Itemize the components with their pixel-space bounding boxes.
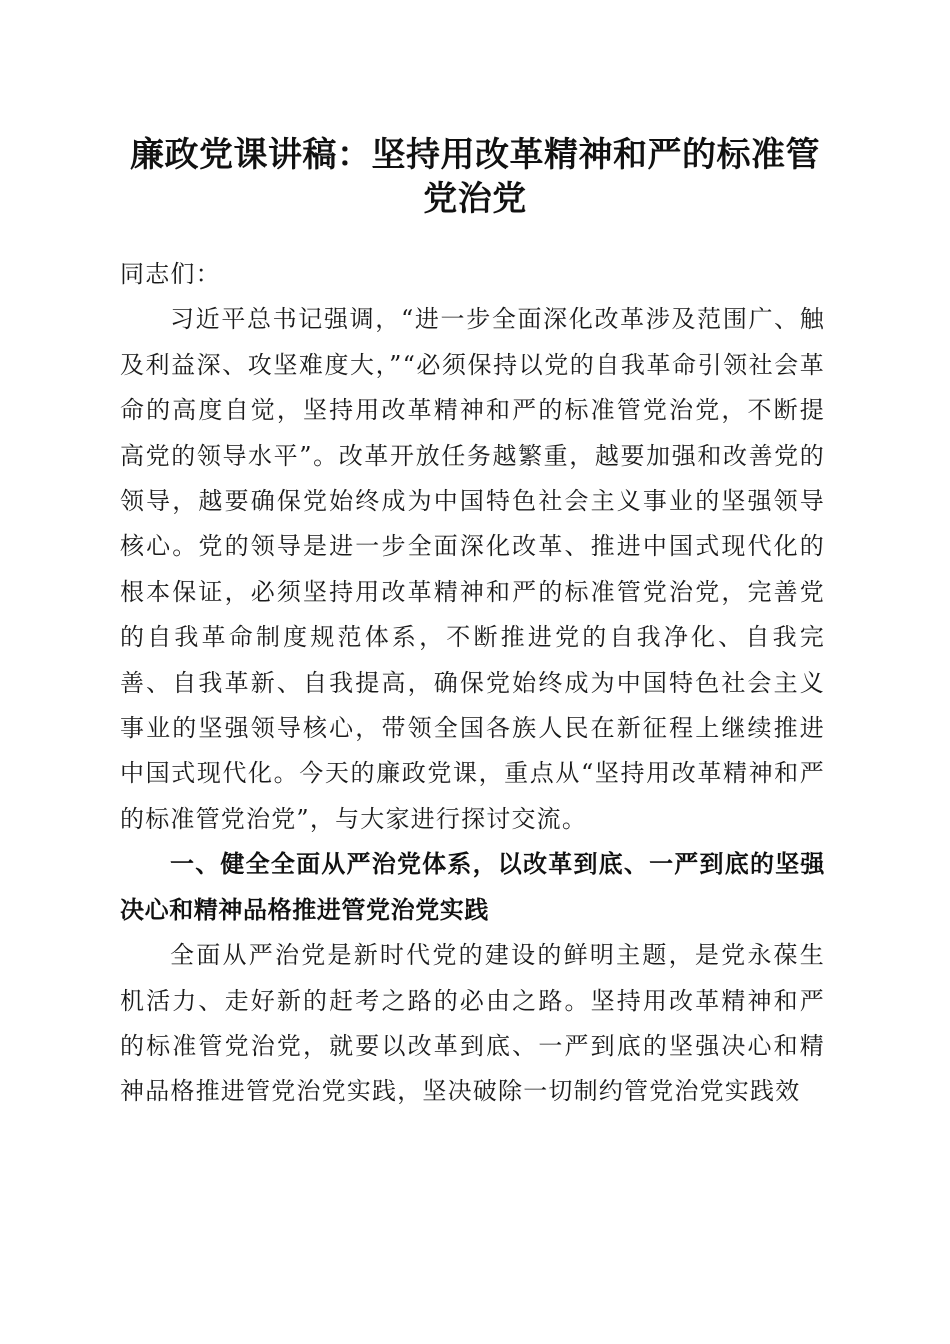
- document-title: [100, 133, 850, 221]
- salutation: 同志们：: [120, 260, 221, 288]
- title-line-1: 廉政党课讲稿：坚持用改革精神和严的标准管: [130, 135, 820, 175]
- title-line-2: 党治党: [423, 179, 527, 219]
- document-body: [120, 252, 825, 1115]
- section-paragraph: 全面从严治党是新时代党的建设的鲜明主题，是党永葆生机活力、走好新的赶考之路的必由之路。坚持用改革精神和严的标准管党治党，就要以改革到底、一严到底的坚强决心和精神品格推进管党治党实践，坚决破除一切制约管党治党实践效: [120, 941, 825, 1106]
- section-heading: 一、健全全面从严治党体系，以改革到底、一严到底的坚强决心和精神品格推进管党治党实践: [120, 850, 825, 924]
- intro-paragraph: 习近平总书记强调，“进一步全面深化改革涉及范围广、触及利益深、攻坚难度大，”“必须保持以党的自我革命引领社会革命的高度自觉，坚持用改革精神和严的标准管党治党，不断提高党的领导水平”。改革开放任务越繁重，越要加强和改善党的领导，越要确保党始终成为中国特色社会主义事业的坚强领导核心。党的领导是进一步全面深化改革、推进中国式现代化的根本保证，必须坚持用改革精神和严的标准管党治党，完善党的自我革命制度规范体系，不断推进党的自我净化、自我完善、自我革新、自我提高，确保党始终成为中国特色社会主义事业的坚强领导核心，带领全国各族人民在新征程上继续推进中国式现代化。今天的廉政党课，重点从“坚持用改革精神和严的标准管党治党”，与大家进行探讨交流。: [120, 305, 825, 833]
